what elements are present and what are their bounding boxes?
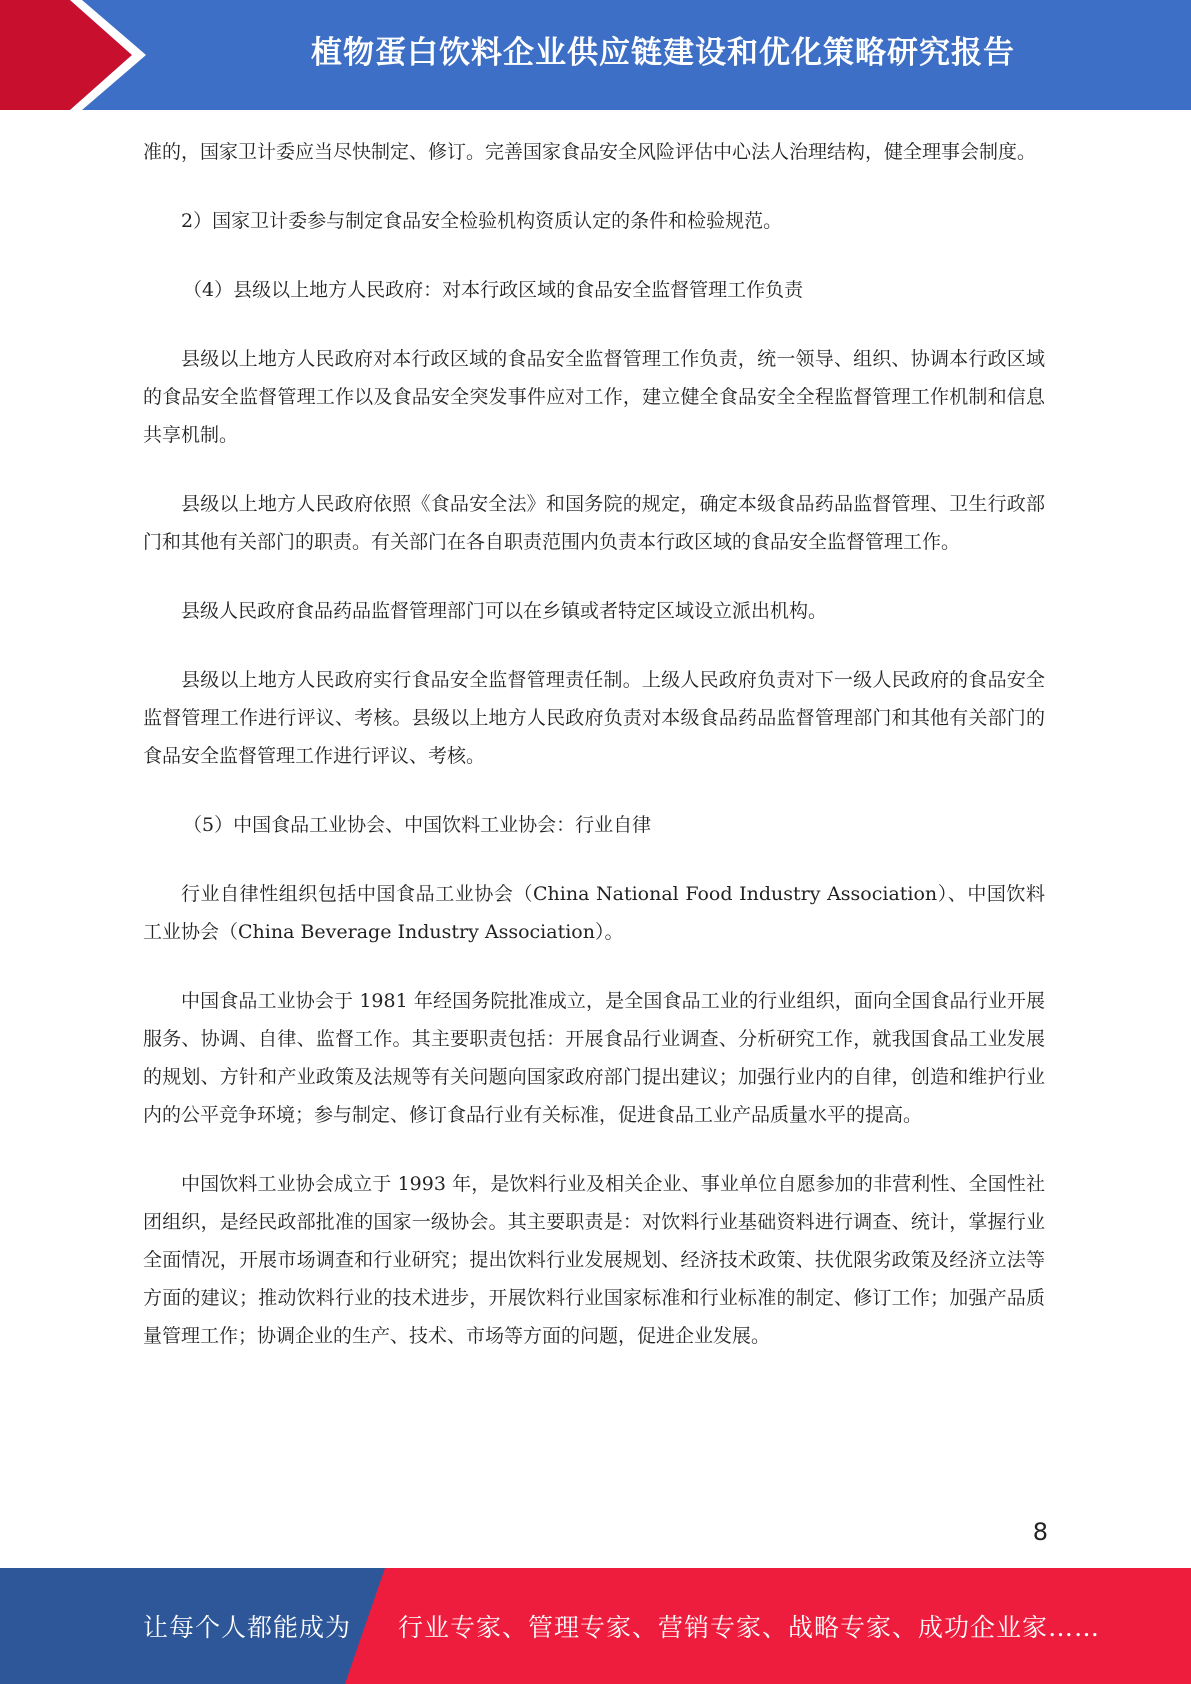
paragraph: 县级以上地方人民政府对本行政区域的食品安全监督管理工作负责，统一领导、组织、协调本行政区域的食品安全监督管理工作以及食品安全突发事件应对工作，建立健全食品安全全程监督管理工作机制和信息共享机制。 (143, 348, 1045, 446)
page-footer (0, 1568, 1191, 1684)
report-title: 植物蛋白饮料企业供应链建设和优化策略研究报告 (311, 35, 1015, 71)
paragraph: 县级以上地方人民政府依照《食品安全法》和国务院的规定，确定本级食品药品监督管理、卫生行政部门和其他有关部门的职责。有关部门在各自职责范围内负责本行政区域的食品安全监督管理工作。 (143, 493, 1045, 553)
document-body (143, 133, 1045, 1386)
footer-slogan-right: 行业专家、管理专家、营销专家、战略专家、成功企业家…… (398, 1613, 1101, 1642)
header-chevron-decoration (0, 0, 160, 110)
paragraph: 中国食品工业协会于 1981 年经国务院批准成立，是全国食品工业的行业组织，面向全国食品行业开展服务、协调、自律、监督工作。其主要职责包括：开展食品行业调查、分析研究工作，就我国食品工业发展的规划、方针和产业政策及法规等有关问题向国家政府部门提出建议；加强行业内的自律，创造和维护行业内的公平竞争环境；参与制定、修订食品行业有关标准，促进食品工业产品质量水平的提高。 (143, 990, 1045, 1126)
section-heading: （4）县级以上地方人民政府：对本行政区域的食品安全监督管理工作负责 (183, 279, 804, 301)
footer-slogan-left: 让每个人都能成为 (143, 1613, 352, 1642)
page-header (0, 0, 1191, 110)
paragraph: 准的，国家卫计委应当尽快制定、修订。完善国家食品安全风险评估中心法人治理结构，健全理事会制度。 (143, 141, 1037, 163)
paragraph: 县级以上地方人民政府实行食品安全监督管理责任制。上级人民政府负责对下一级人民政府的食品安全监督管理工作进行评议、考核。县级以上地方人民政府负责对本级食品药品监督管理部门和其他有关部门的食品安全监督管理工作进行评议、考核。 (143, 669, 1045, 767)
paragraph: 中国饮料工业协会成立于 1993 年，是饮料行业及相关企业、事业单位自愿参加的非营利性、全国性社团组织，是经民政部批准的国家一级协会。其主要职责是：对饮料行业基础资料进行调查、统计，掌握行业全面情况，开展市场调查和行业研究；提出饮料行业发展规划、经济技术政策、扶优限劣政策及经济立法等方面的建议；推动饮料行业的技术进步，开展饮料行业国家标准和行业标准的制定、修订工作；加强产品质量管理工作；协调企业的生产、技术、市场等方面的问题，促进企业发展。 (143, 1173, 1045, 1347)
page-number: 8 (1032, 1518, 1048, 1546)
section-heading: （5）中国食品工业协会、中国饮料工业协会：行业自律 (183, 814, 652, 836)
paragraph: 县级人民政府食品药品监督管理部门可以在乡镇或者特定区域设立派出机构。 (181, 600, 828, 622)
paragraph: 行业自律性组织包括中国食品工业协会（China National Food Industry Association）、中国饮料工业协会（China Beverage Industry Association）。 (143, 883, 1045, 943)
paragraph: 2）国家卫计委参与制定食品安全检验机构资质认定的条件和检验规范。 (181, 210, 783, 232)
